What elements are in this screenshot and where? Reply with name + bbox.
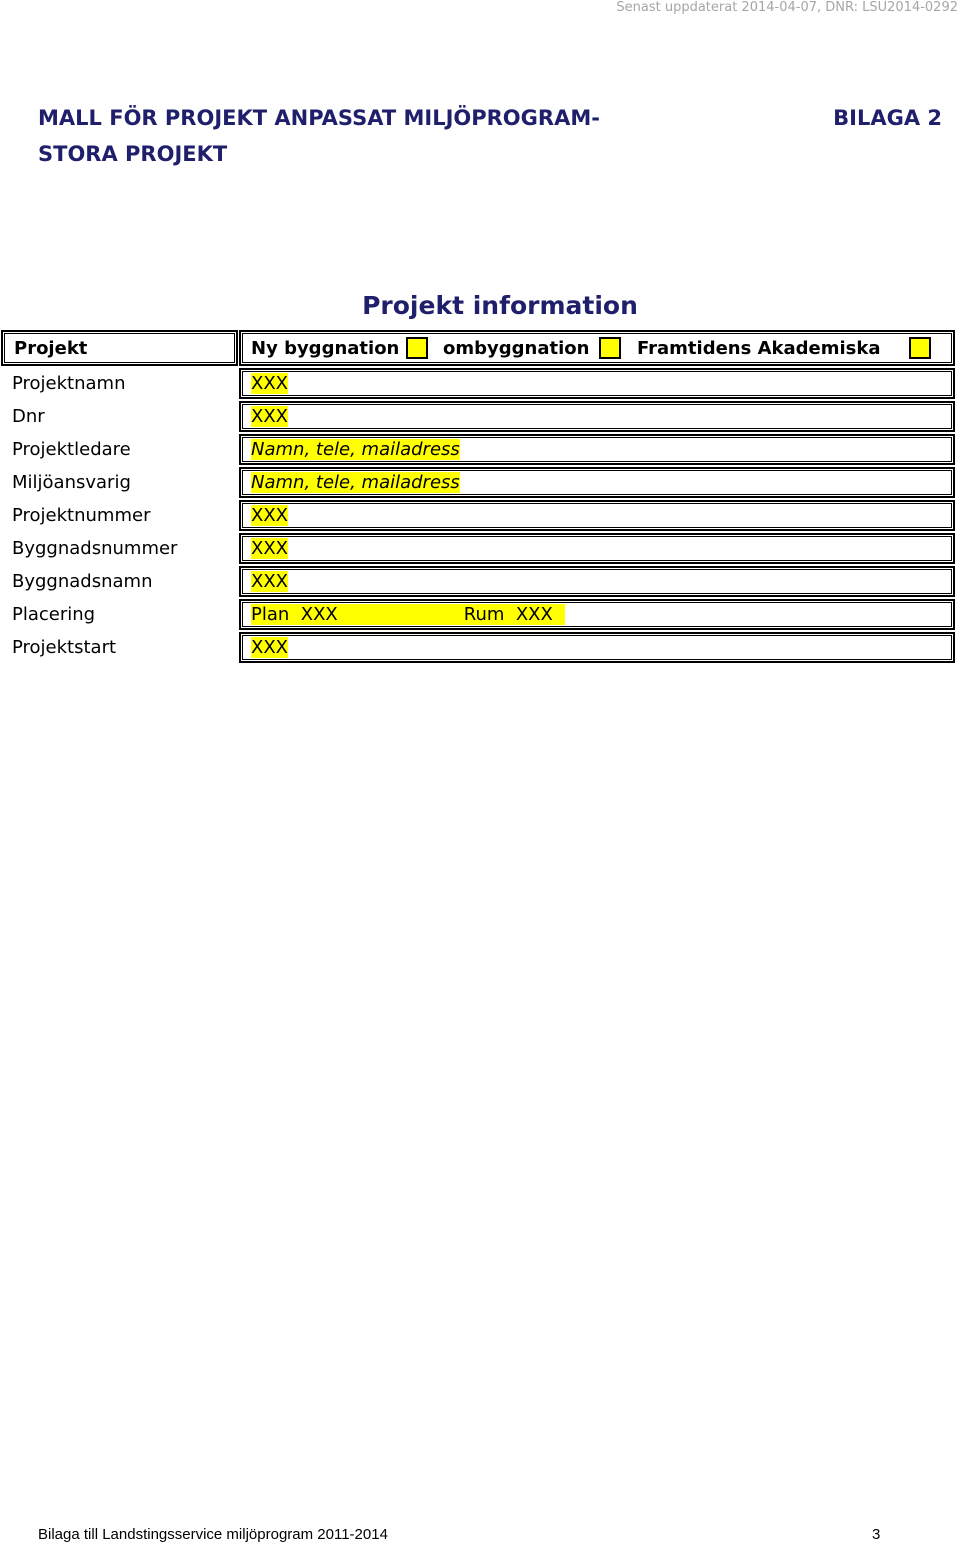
value-cell	[239, 632, 955, 663]
project-info-table	[1, 329, 955, 664]
bilaga-label: BILAGA 2	[833, 106, 942, 130]
table-row	[1, 532, 955, 565]
framtidens-akademiska-checkbox[interactable]	[909, 337, 931, 359]
update-note: Senast uppdaterat 2014-04-07, DNR: LSU2014-0292	[616, 0, 958, 15]
projektledare-value[interactable]: Namn, tele, mailadress	[251, 439, 460, 460]
table-row-projektstart	[1, 631, 955, 664]
rum-label: Rum	[463, 604, 505, 625]
row-label: Dnr	[12, 406, 45, 427]
table-row	[1, 400, 955, 433]
title-line-2: STORA PROJEKT	[38, 142, 228, 166]
row-label: Byggnadsnamn	[12, 571, 153, 592]
value-cell	[239, 368, 955, 399]
value-cell	[239, 401, 955, 432]
table-row	[1, 433, 955, 466]
table-row	[1, 499, 955, 532]
dnr-value[interactable]: XXX	[251, 406, 288, 427]
table-row	[1, 466, 955, 499]
table-row-projekt	[1, 329, 955, 367]
byggnadsnummer-value[interactable]: XXX	[251, 538, 288, 559]
byggnadsnamn-value[interactable]: XXX	[251, 571, 288, 592]
document-title	[38, 100, 600, 172]
value-cell	[239, 566, 955, 597]
value-cell	[239, 533, 955, 564]
row-label: Placering	[12, 604, 96, 625]
plan-label: Plan	[251, 604, 290, 625]
option-ombyggnation-label: ombyggnation	[443, 337, 590, 359]
projektnamn-value[interactable]: XXX	[251, 373, 288, 394]
row-label: Miljöansvarig	[12, 472, 131, 493]
row-label: Projektstart	[12, 637, 117, 658]
row-label: Projektnummer	[12, 505, 151, 526]
rum-value: XXX	[515, 604, 553, 625]
miljoansvarig-value[interactable]: Namn, tele, mailadress	[251, 472, 460, 493]
row-label: Projektledare	[12, 439, 131, 460]
footer-text: Bilaga till Landstingsservice miljöprogram 2011-2014	[38, 1526, 388, 1543]
projektnummer-value[interactable]: XXX	[251, 505, 288, 526]
table-row-placering	[1, 598, 955, 631]
table-row	[1, 367, 955, 400]
row-label: Byggnadsnummer	[12, 538, 178, 559]
projektstart-value[interactable]: XXX	[251, 637, 288, 658]
value-cell	[239, 500, 955, 531]
placering-value[interactable]	[251, 604, 565, 625]
row-label: Projektnamn	[12, 373, 126, 394]
option-ny-byggnation-label: Ny byggnation	[251, 337, 400, 359]
option-framtidens-akademiska-label: Framtidens Akademiska	[637, 337, 881, 359]
ny-byggnation-checkbox[interactable]	[406, 337, 428, 359]
plan-value: XXX	[300, 604, 338, 625]
row-label: Projekt	[1, 330, 238, 366]
table-row	[1, 565, 955, 598]
ombyggnation-checkbox[interactable]	[599, 337, 621, 359]
section-heading: Projekt information	[362, 291, 638, 320]
page-number: 3	[872, 1526, 881, 1543]
title-line-1: MALL FÖR PROJEKT ANPASSAT MILJÖPROGRAM-	[38, 106, 600, 130]
